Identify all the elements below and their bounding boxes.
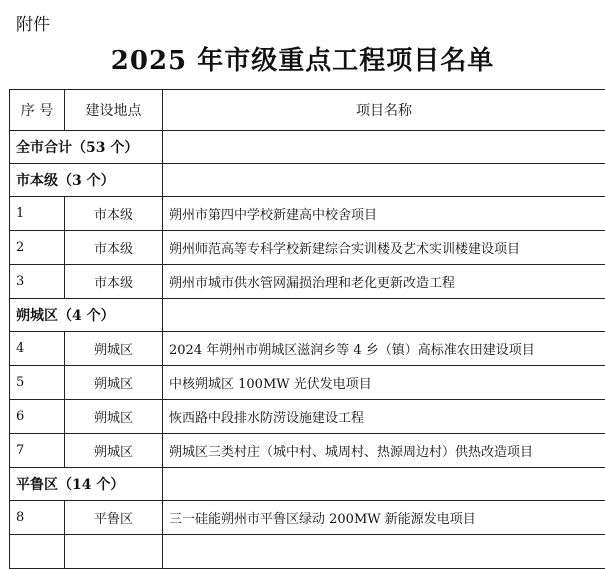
row-project-name: 2024 年朔州市朔城区滋润乡等 4 乡（镇）高标准农田建设项目 xyxy=(163,332,605,366)
row-number: 2 xyxy=(10,231,65,265)
row-location xyxy=(65,535,163,569)
row-location: 朔城区 xyxy=(65,332,163,366)
group-row-pinglu xyxy=(10,468,605,501)
row-location: 市本级 xyxy=(65,265,163,299)
row-number: 4 xyxy=(10,332,65,366)
row-location: 平鲁区 xyxy=(65,501,163,535)
total-row xyxy=(10,131,605,164)
row-location: 市本级 xyxy=(65,197,163,231)
row-location: 朔城区 xyxy=(65,434,163,468)
total-label: 全市合计（53 个） xyxy=(10,131,163,164)
row-number: 1 xyxy=(10,197,65,231)
document-title: 2025 年市级重点工程项目名单 xyxy=(0,40,605,77)
row-project-name: 恢西路中段排水防涝设施建设工程 xyxy=(163,400,605,434)
group-row-shibenji xyxy=(10,164,605,197)
row-project-name: 朔州师范高等专科学校新建综合实训楼及艺术实训楼建设项目 xyxy=(163,231,605,265)
column-header-location: 建设地点 xyxy=(65,90,163,131)
row-location: 朔城区 xyxy=(65,400,163,434)
row-project-name: 朔州市第四中学校新建高中校舍项目 xyxy=(163,197,605,231)
row-number: 3 xyxy=(10,265,65,299)
row-project-name xyxy=(163,535,605,569)
table-row xyxy=(10,366,605,400)
row-number: 5 xyxy=(10,366,65,400)
group-empty-cell xyxy=(163,468,605,501)
total-empty-cell xyxy=(163,131,605,164)
group-row-shuocheng xyxy=(10,299,605,332)
row-number: 6 xyxy=(10,400,65,434)
row-number: 7 xyxy=(10,434,65,468)
table-row xyxy=(10,265,605,299)
row-location: 朔城区 xyxy=(65,366,163,400)
table-row xyxy=(10,400,605,434)
row-project-name: 中核朔城区 100MW 光伏发电项目 xyxy=(163,366,605,400)
group-label: 平鲁区（14 个） xyxy=(10,468,163,501)
table-row xyxy=(10,332,605,366)
column-header-project-name: 项目名称 xyxy=(163,90,605,131)
project-table xyxy=(9,89,605,569)
group-label: 市本级（3 个） xyxy=(10,164,163,197)
row-project-name: 朔州市城市供水管网漏损治理和老化更新改造工程 xyxy=(163,265,605,299)
table-row xyxy=(10,434,605,468)
row-number: 8 xyxy=(10,501,65,535)
group-empty-cell xyxy=(163,164,605,197)
table-row xyxy=(10,197,605,231)
table-row xyxy=(10,231,605,265)
table-header-row xyxy=(10,90,605,131)
row-number xyxy=(10,535,65,569)
table-row-partial xyxy=(10,535,605,569)
attachment-label: 附件 xyxy=(16,10,50,35)
group-label: 朔城区（4 个） xyxy=(10,299,163,332)
group-empty-cell xyxy=(163,299,605,332)
row-location: 市本级 xyxy=(65,231,163,265)
table-row xyxy=(10,501,605,535)
row-project-name: 三一硅能朔州市平鲁区绿动 200MW 新能源发电项目 xyxy=(163,501,605,535)
column-header-number: 序 号 xyxy=(10,90,65,131)
row-project-name: 朔城区三类村庄（城中村、城周村、热源周边村）供热改造项目 xyxy=(163,434,605,468)
